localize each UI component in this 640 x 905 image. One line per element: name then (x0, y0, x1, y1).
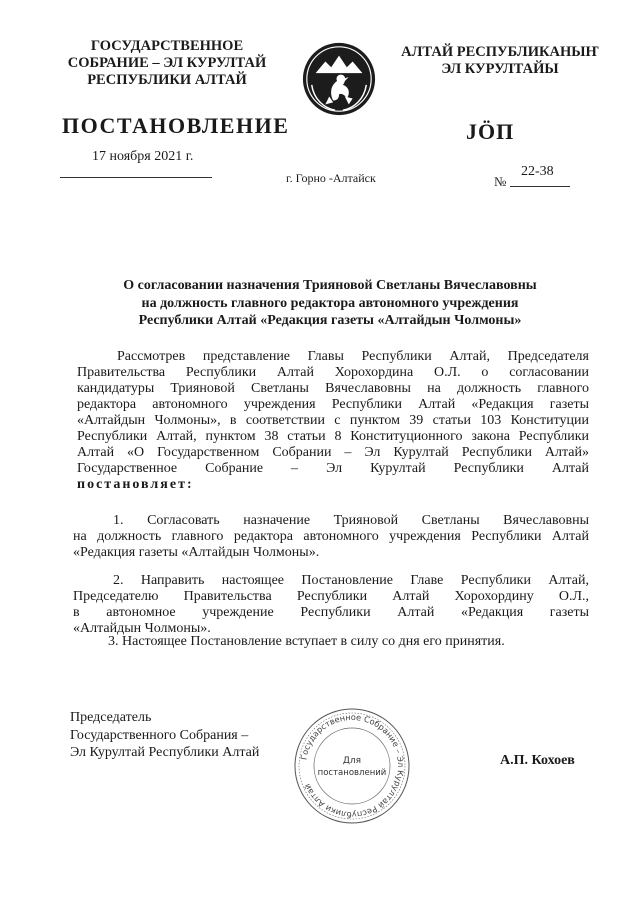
header-right-line: ЭЛ КУРУЛТАЙЫ (441, 61, 559, 77)
subject-line: Республики Алтай «Редакция газеты «Алтайдын Чолмоны» (138, 313, 522, 328)
signatory-line: Председатель (70, 710, 152, 725)
text-line: 3. Настоящее Постановление вступает в силу со дня его принятия. (108, 634, 505, 649)
stamp-center-line: постановлений (317, 768, 387, 778)
stamp-ring-text: Государственное Собрание – Эл Курултай Республики Алтай (298, 711, 407, 821)
header-left-line: СОБРАНИЕ – ЭЛ КУРУЛТАЙ (67, 55, 267, 71)
date-underline (60, 177, 212, 178)
doc-city: г. Горно -Алтайск (286, 171, 376, 185)
text-line: на должность главного редактора автономного учреждения Республики Алтай (73, 529, 589, 544)
doc-title-alt: JӦП (466, 119, 515, 144)
doc-number-label: № (494, 174, 507, 189)
paragraph-item-1 (73, 513, 589, 561)
signatory-line: Эл Курултай Республики Алтай (70, 745, 260, 760)
stamp-center-line: Для (342, 756, 362, 766)
signatory-name: А.П. Кохоев (500, 753, 575, 768)
signatory-position (70, 709, 259, 762)
subject-line: на должность главного редактора автономного учреждения (141, 295, 519, 311)
doc-subject (100, 277, 560, 330)
text-line: Государственное Собрание – Эл Курултай Республики Алтай (77, 461, 589, 476)
text-line: в автономное учреждение Республики Алтай «Редакция газеты (73, 605, 589, 620)
text-line: Председателю Правительства Республики Алтай Хорохордину О.Л., (73, 589, 589, 604)
header-right-line: АЛТАЙ РЕСПУБЛИКАНЫҤ (401, 44, 599, 60)
signatory-line: Государственного Собрания – (70, 727, 249, 743)
text-line: Алтай «О Государственном Собрании – Эл Курултай Республики Алтай» (77, 445, 589, 460)
text-line: редактора автономного учреждения Республики Алтай «Редакция газеты (77, 397, 589, 412)
number-underline (510, 186, 570, 187)
official-stamp (292, 706, 412, 826)
text-line: 2. Направить настоящее Постановление Главе Республики Алтай, (113, 573, 589, 588)
text-line: Республики Алтай, пунктом 38 статьи 8 Конституционного закона Республики (77, 429, 589, 444)
text-line: «Алтайдын Чолмоны». (73, 621, 211, 636)
resolution-verb: постановляет: (77, 477, 194, 492)
paragraph-item-2 (73, 573, 589, 637)
emblem-icon (300, 40, 378, 118)
text-line: «Редакция газеты «Алтайдын Чолмоны». (73, 545, 320, 560)
paragraph-item-3 (73, 634, 589, 650)
header-left-line: ГОСУДАРСТВЕННОЕ (90, 38, 244, 54)
doc-title-ru: ПОСТАНОВЛЕНИЕ (62, 113, 290, 138)
paragraph-preamble (77, 349, 589, 493)
header-right (390, 44, 610, 78)
header-left (62, 38, 272, 89)
header-left-line: РЕСПУБЛИКИ АЛТАЙ (87, 72, 247, 88)
text-line: Рассмотрев представление Главы Республики Алтай, Председателя (117, 349, 589, 364)
text-line: кандидатуры Трияновой Светланы Вячеславовны на должность главного (77, 381, 589, 396)
text-line: 1. Согласовать назначение Трияновой Светланы Вячеславовны (113, 513, 589, 528)
doc-date: 17 ноября 2021 г. (92, 149, 194, 164)
doc-number: 22-38 (521, 164, 554, 179)
subject-line: О согласовании назначения Трияновой Светланы Вячеславовны (123, 278, 537, 293)
text-line: «Алтайдын Чолмоны», в соответствии с пунктом 39 статьи 103 Конституции (77, 413, 589, 428)
text-line: Правительства Республики Алтай Хорохордина О.Л. о согласовании (77, 365, 589, 380)
